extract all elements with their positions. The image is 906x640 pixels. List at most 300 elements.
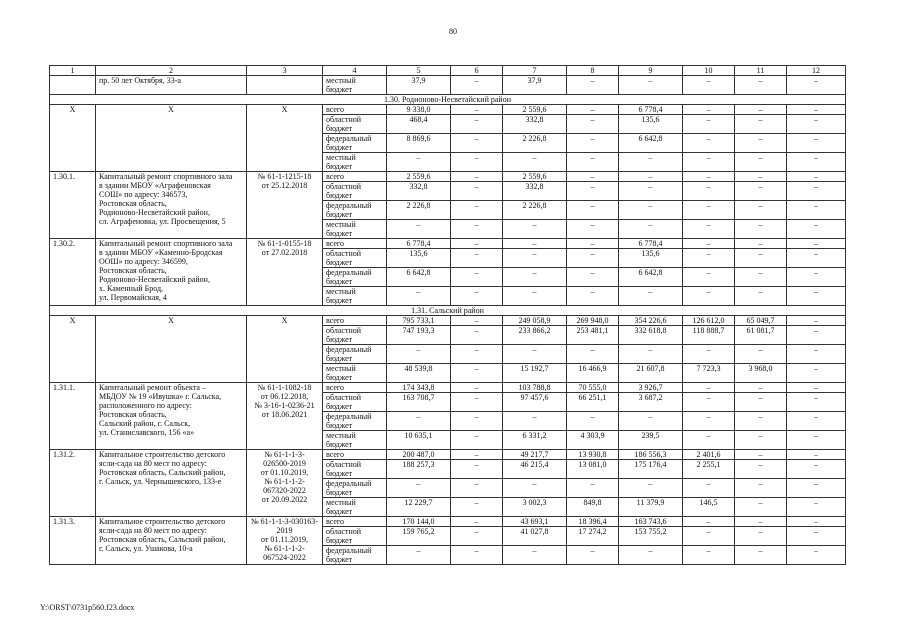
value-cell: – (451, 431, 503, 450)
value-cell: – (619, 220, 683, 239)
value-cell: 354 226,6 (619, 316, 683, 326)
value-cell: – (451, 201, 503, 220)
value-cell: 163 743,6 (619, 517, 683, 527)
object-description (96, 517, 247, 565)
value-cell: 200 487,0 (387, 450, 451, 460)
value-cell: 118 888,7 (683, 326, 735, 345)
value-cell: – (787, 412, 846, 431)
funding-source-line: местный (326, 76, 356, 85)
value-cell: – (567, 287, 619, 306)
value-cell: – (735, 517, 787, 527)
value-cell: – (787, 76, 846, 95)
value-cell: 6 778,4 (619, 105, 683, 115)
funding-source-line: федеральный (326, 268, 372, 277)
column-number-3: 3 (247, 66, 323, 76)
description-line: сл. Аграфеновка, ул. Просвещения, 5 (99, 217, 226, 226)
value-cell: – (451, 393, 503, 412)
value-cell: – (503, 268, 567, 287)
expertise-document (247, 517, 323, 565)
item-number: Х (50, 316, 96, 383)
value-cell: – (387, 220, 451, 239)
value-cell: – (451, 105, 503, 115)
column-number-1: 1 (50, 66, 96, 76)
value-cell: – (787, 393, 846, 412)
value-cell: – (567, 105, 619, 115)
funding-source (323, 412, 387, 431)
value-cell: – (735, 498, 787, 517)
value-cell: 188 257,3 (387, 460, 451, 479)
funding-source-line: областной (326, 460, 362, 469)
value-cell: – (787, 326, 846, 345)
description-line: Капитальный ремонт спортивного зала (99, 172, 233, 181)
value-cell: – (683, 201, 735, 220)
object-description (96, 316, 247, 383)
expertise-document (247, 239, 323, 306)
value-cell: 2 255,1 (683, 460, 735, 479)
value-cell: – (787, 105, 846, 115)
value-cell: 174 343,8 (387, 383, 451, 393)
description-line: Сальский район, г. Сальск, (99, 419, 191, 428)
value-cell: – (787, 498, 846, 517)
funding-source (323, 460, 387, 479)
funding-source-line: бюджет (326, 143, 353, 152)
value-cell: – (787, 316, 846, 326)
funding-source-line: всего (326, 172, 345, 181)
value-cell: 48 539,8 (387, 364, 451, 383)
value-cell: – (683, 431, 735, 450)
value-cell: – (735, 460, 787, 479)
funding-source (323, 517, 387, 527)
value-cell: – (567, 182, 619, 201)
value-cell: – (735, 182, 787, 201)
funding-source-line: бюджет (326, 421, 353, 430)
document-line: 067524-2022 (263, 553, 306, 562)
value-cell: – (387, 287, 451, 306)
value-cell: – (683, 182, 735, 201)
description-line: Ростовская область, (99, 410, 167, 419)
value-cell: 146,5 (683, 498, 735, 517)
value-cell: – (683, 412, 735, 431)
funding-source (323, 527, 387, 546)
funding-source (323, 115, 387, 134)
funding-source-line: местный (326, 364, 356, 373)
value-cell: – (683, 268, 735, 287)
funding-source-line: бюджет (326, 488, 353, 497)
column-number-8: 8 (567, 66, 619, 76)
value-cell: 135,6 (387, 249, 451, 268)
value-cell: – (787, 220, 846, 239)
funding-source-line: федеральный (326, 412, 372, 421)
value-cell: 159 765,2 (387, 527, 451, 546)
object-description (96, 172, 247, 239)
funding-source-line: местный (326, 431, 356, 440)
table-row (50, 239, 846, 249)
value-cell: – (503, 546, 567, 565)
value-cell: – (787, 450, 846, 460)
funding-source (323, 316, 387, 326)
funding-source-line: федеральный (326, 201, 372, 210)
value-cell: 65 049,7 (735, 316, 787, 326)
value-cell: – (451, 345, 503, 364)
table-row (50, 517, 846, 527)
value-cell: – (735, 153, 787, 172)
value-cell: – (787, 249, 846, 268)
value-cell: 249 058,9 (503, 316, 567, 326)
value-cell: 163 708,7 (387, 393, 451, 412)
document-line: № 61-1-1-3-030163- (251, 517, 318, 526)
section-header-row (50, 95, 846, 105)
funding-source-line: федеральный (326, 134, 372, 143)
funding-source-line: местный (326, 287, 356, 296)
value-cell: – (451, 153, 503, 172)
value-cell: 795 733,1 (387, 316, 451, 326)
document-line: 026500-2019 (263, 459, 306, 468)
value-cell: – (451, 115, 503, 134)
value-cell: – (683, 76, 735, 95)
value-cell: – (567, 172, 619, 182)
value-cell: 239,5 (619, 431, 683, 450)
value-cell: – (503, 412, 567, 431)
value-cell: – (787, 364, 846, 383)
value-cell: – (787, 517, 846, 527)
description-line: х. Каменный Брод, (99, 284, 164, 293)
value-cell: 37,9 (503, 76, 567, 95)
object-description (96, 450, 247, 517)
table-row (50, 450, 846, 460)
value-cell: 18 396,4 (567, 517, 619, 527)
value-cell: – (451, 316, 503, 326)
value-cell: 175 176,4 (619, 460, 683, 479)
item-number: 1.30.1. (50, 172, 96, 239)
table-row (50, 105, 846, 115)
document-line: от 06.12.2018, (260, 392, 309, 401)
value-cell: – (735, 268, 787, 287)
description-line: г. Сальск, ул. Ушакова, 10-а (99, 544, 193, 553)
value-cell: – (451, 220, 503, 239)
funding-source-line: бюджет (326, 536, 353, 545)
value-cell: 12 229,7 (387, 498, 451, 517)
value-cell: – (619, 153, 683, 172)
value-cell: 41 027,8 (503, 527, 567, 546)
value-cell: – (567, 115, 619, 134)
funding-source-line: бюджет (326, 191, 353, 200)
funding-source-line: всего (326, 316, 345, 325)
funding-source-line: местный (326, 153, 356, 162)
value-cell: 3 968,0 (735, 364, 787, 383)
value-cell: – (567, 479, 619, 498)
document-line: от 25.12.2018 (261, 181, 308, 190)
description-line: Х (168, 105, 174, 114)
funding-source (323, 364, 387, 383)
value-cell: – (735, 479, 787, 498)
funding-source (323, 383, 387, 393)
value-cell: 61 081,7 (735, 326, 787, 345)
item-number (50, 76, 96, 95)
object-description (96, 239, 247, 306)
item-number: 1.31.2. (50, 450, 96, 517)
value-cell: – (503, 153, 567, 172)
description-line: Капитальный ремонт объекта – (99, 383, 206, 392)
value-cell: – (787, 287, 846, 306)
value-cell: – (451, 412, 503, 431)
document-line: от 01.11.2019, (260, 535, 309, 544)
value-cell: – (683, 153, 735, 172)
funding-source (323, 249, 387, 268)
funding-source-line: областной (326, 326, 362, 335)
document-line: от 01.10.2019, (260, 468, 309, 477)
funding-source (323, 134, 387, 153)
description-line: Ростовская область, Сальский район, (99, 535, 226, 544)
value-cell: – (735, 249, 787, 268)
value-cell: 2 226,8 (503, 201, 567, 220)
value-cell: – (387, 412, 451, 431)
column-number-4: 4 (323, 66, 387, 76)
value-cell: 43 693,1 (503, 517, 567, 527)
value-cell: – (619, 201, 683, 220)
description-line: Капитальное строительство детского (99, 450, 226, 459)
funding-source (323, 239, 387, 249)
funding-source (323, 268, 387, 287)
value-cell: – (787, 546, 846, 565)
value-cell: – (451, 287, 503, 306)
object-description (96, 383, 247, 450)
funding-source-line: всего (326, 450, 345, 459)
description-line: ООШ» по адресу: 346599, (99, 257, 188, 266)
expertise-document (247, 383, 323, 450)
funding-source-line: областной (326, 249, 362, 258)
item-number: 1.31.3. (50, 517, 96, 565)
value-cell: – (787, 479, 846, 498)
value-cell: – (683, 105, 735, 115)
value-cell: – (567, 268, 619, 287)
value-cell: 3 002,3 (503, 498, 567, 517)
value-cell: – (735, 172, 787, 182)
value-cell: – (787, 383, 846, 393)
value-cell: 2 559,6 (387, 172, 451, 182)
description-line: СОШ» по адресу: 346573, (99, 190, 188, 199)
value-cell: – (503, 287, 567, 306)
document-line: № 61-1-1-2- (264, 477, 305, 486)
description-line: ул. Станиславского, 156 «а» (99, 428, 195, 437)
value-cell: – (567, 220, 619, 239)
document-line: № 61-1-1-3- (264, 450, 305, 459)
value-cell: – (735, 393, 787, 412)
description-line: г. Сальск, ул. Чернышевского, 133-е (99, 477, 222, 486)
description-line: расположенного по адресу: (99, 401, 192, 410)
funding-source (323, 220, 387, 239)
funding-source-line: областной (326, 393, 362, 402)
funding-source (323, 498, 387, 517)
value-cell: 6 642,8 (619, 134, 683, 153)
value-cell: – (787, 431, 846, 450)
value-cell: – (503, 239, 567, 249)
value-cell: – (735, 105, 787, 115)
value-cell: – (451, 498, 503, 517)
funding-source-line: бюджет (326, 373, 353, 382)
item-number: Х (50, 105, 96, 172)
value-cell: 6 331,2 (503, 431, 567, 450)
description-line: ясли-сада на 80 мест по адресу: (99, 526, 207, 535)
expertise-document (247, 450, 323, 517)
value-cell: – (683, 393, 735, 412)
document-line: № 61-1-1082-18 (257, 383, 312, 392)
value-cell: – (503, 220, 567, 239)
value-cell: 15 192,7 (503, 364, 567, 383)
value-cell: – (451, 249, 503, 268)
description-line: Родионово-Несветайский район, (99, 275, 210, 284)
funding-source-line: бюджет (326, 335, 353, 344)
value-cell: – (787, 182, 846, 201)
value-cell: – (735, 239, 787, 249)
funding-source-line: бюджет (326, 440, 353, 449)
document-line: № 61-1-0155-18 (257, 239, 312, 248)
value-cell: – (451, 134, 503, 153)
value-cell: 186 556,3 (619, 450, 683, 460)
funding-source-line: всего (326, 105, 345, 114)
description-line: ул. Первомайская, 4 (99, 293, 167, 302)
file-path-footer: Y:\ORST\0731p560.f23.docx (40, 603, 135, 612)
value-cell: – (619, 412, 683, 431)
value-cell: – (787, 239, 846, 249)
value-cell: – (619, 345, 683, 364)
document-line: от 27.02.2018 (261, 248, 308, 257)
value-cell: – (619, 287, 683, 306)
value-cell: 37,9 (387, 76, 451, 95)
value-cell: 2 559,6 (503, 105, 567, 115)
value-cell: – (787, 345, 846, 364)
column-number-10: 10 (683, 66, 735, 76)
value-cell: – (451, 450, 503, 460)
funding-source (323, 546, 387, 565)
value-cell: – (683, 249, 735, 268)
funding-source-line: всего (326, 239, 345, 248)
description-line: Ростовская область, Сальский район, (99, 468, 226, 477)
column-number-9: 9 (619, 66, 683, 76)
value-cell: – (735, 134, 787, 153)
value-cell: 70 555,0 (567, 383, 619, 393)
value-cell: – (683, 517, 735, 527)
funding-source-line: областной (326, 115, 362, 124)
value-cell: – (451, 364, 503, 383)
value-cell: 468,4 (387, 115, 451, 134)
funding-source (323, 345, 387, 364)
funding-source (323, 450, 387, 460)
document-line: от 18.06.2021 (261, 410, 308, 419)
table-body (50, 66, 846, 565)
value-cell: – (567, 134, 619, 153)
funding-source-line: всего (326, 517, 345, 526)
value-cell: – (503, 249, 567, 268)
funding-source-line: бюджет (326, 555, 353, 564)
value-cell: 17 274,2 (567, 527, 619, 546)
expertise-document (247, 316, 323, 383)
description-line: пр. 50 лет Октября, 33-а (99, 76, 181, 85)
funding-source-line: бюджет (326, 402, 353, 411)
value-cell: – (787, 201, 846, 220)
value-cell: 46 215,4 (503, 460, 567, 479)
value-cell: 10 635,1 (387, 431, 451, 450)
item-number: 1.30.2. (50, 239, 96, 306)
funding-source (323, 153, 387, 172)
value-cell: – (683, 546, 735, 565)
value-cell: 9 338,0 (387, 105, 451, 115)
value-cell: – (735, 115, 787, 134)
value-cell: 332,8 (387, 182, 451, 201)
value-cell: – (567, 412, 619, 431)
value-cell: 2 226,8 (387, 201, 451, 220)
value-cell: 8 869,6 (387, 134, 451, 153)
funding-source (323, 479, 387, 498)
funding-source-line: бюджет (326, 258, 353, 267)
description-line: МБДОУ № 19 «Ивушка» г. Сальска, (99, 392, 222, 401)
value-cell: 11 379,9 (619, 498, 683, 517)
section-header-row (50, 306, 846, 316)
value-cell: – (451, 479, 503, 498)
value-cell: – (451, 182, 503, 201)
value-cell: – (451, 527, 503, 546)
value-cell: – (619, 479, 683, 498)
value-cell: – (451, 268, 503, 287)
value-cell: – (683, 115, 735, 134)
description-line: Капитальный ремонт спортивного зала (99, 239, 233, 248)
document-line: № 3-16-1-0236-21 (254, 401, 315, 410)
table-row (50, 76, 846, 95)
value-cell: – (387, 479, 451, 498)
value-cell: – (451, 517, 503, 527)
funding-source-line: областной (326, 182, 362, 191)
value-cell: 13 081,0 (567, 460, 619, 479)
value-cell: – (567, 546, 619, 565)
expertise-document (247, 105, 323, 172)
value-cell: 332,8 (503, 115, 567, 134)
value-cell: – (735, 527, 787, 546)
value-cell: 332 618,8 (619, 326, 683, 345)
document-line: № 61-1-1215-18 (257, 172, 312, 181)
description-line: в здании МБОУ «Аграфеновская (99, 181, 211, 190)
value-cell: 253 481,1 (567, 326, 619, 345)
value-cell: – (451, 546, 503, 565)
column-number-row (50, 66, 846, 76)
value-cell: – (503, 479, 567, 498)
funding-source-line: федеральный (326, 345, 372, 354)
description-line: Капитальное строительство детского (99, 517, 226, 526)
value-cell: – (619, 172, 683, 182)
value-cell: – (787, 115, 846, 134)
value-cell: – (567, 345, 619, 364)
description-line: Х (168, 316, 174, 325)
funding-source (323, 201, 387, 220)
value-cell: – (683, 220, 735, 239)
value-cell: 3 926,7 (619, 383, 683, 393)
funding-source (323, 76, 387, 95)
value-cell: – (735, 287, 787, 306)
funding-source (323, 105, 387, 115)
funding-source (323, 182, 387, 201)
funding-source-line: федеральный (326, 546, 372, 555)
value-cell: – (683, 383, 735, 393)
value-cell: 49 217,7 (503, 450, 567, 460)
item-number: 1.31.1. (50, 383, 96, 450)
value-cell: 16 466,9 (567, 364, 619, 383)
value-cell: – (567, 76, 619, 95)
value-cell: – (451, 172, 503, 182)
funding-source-line: бюджет (326, 354, 353, 363)
value-cell: 2 559,6 (503, 172, 567, 182)
value-cell: – (387, 153, 451, 172)
value-cell: 66 251,1 (567, 393, 619, 412)
funding-source-line: бюджет (326, 124, 353, 133)
funding-source-line: бюджет (326, 277, 353, 286)
